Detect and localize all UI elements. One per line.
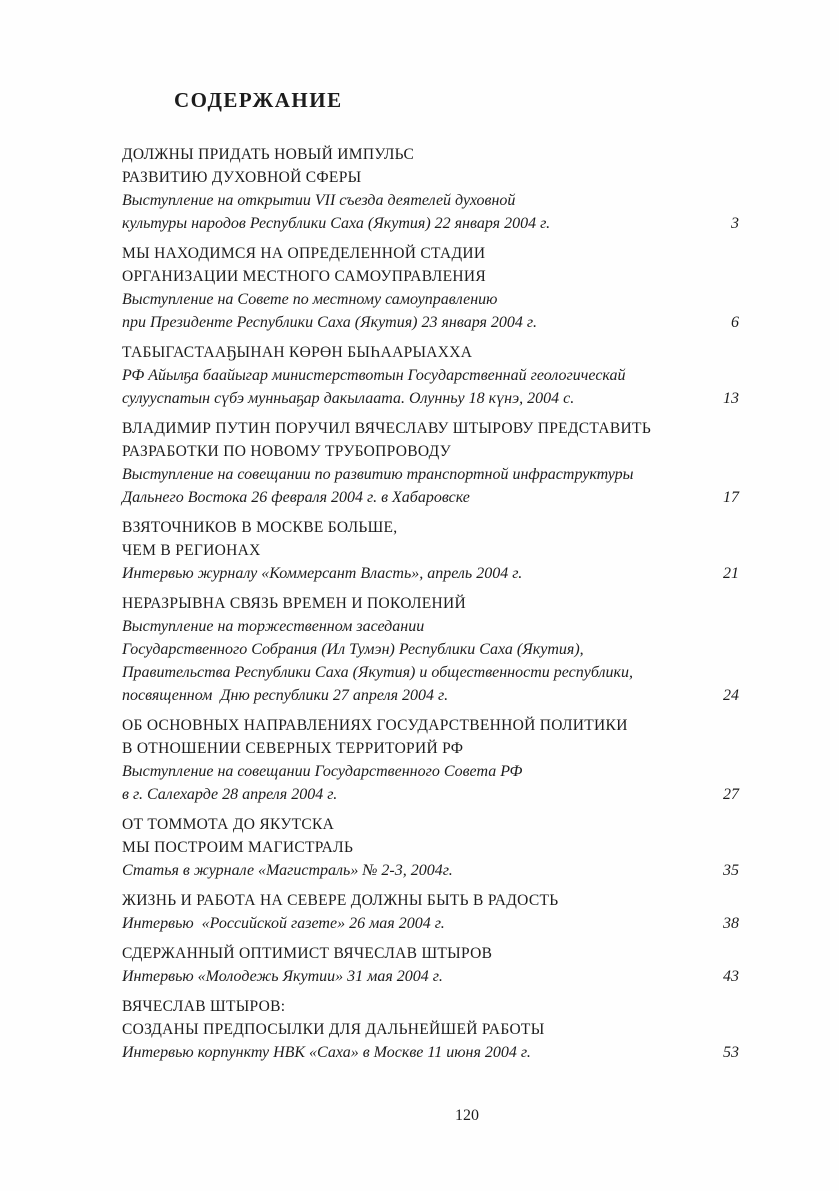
toc-entry: [122, 813, 739, 882]
entry-subtitle-line: Выступление на открытии VII съезда деятелей духовной: [122, 192, 516, 209]
entry-title-line: ЖИЗНЬ И РАБОТА НА СЕВЕРЕ ДОЛЖНЫ БЫТЬ В РАДОСТЬ: [122, 892, 559, 909]
toc-entry: [122, 592, 739, 707]
entry-last-row: [122, 486, 739, 509]
entry-last-row: [122, 1041, 739, 1064]
entry-last-row: [122, 783, 739, 806]
entry-subtitle-line: Интервью корпункту НВК «Саха» в Москве 11 июня 2004 г.: [122, 1044, 531, 1061]
entry-subtitle-line: РФ Айылҕа баайыгар министерствотын Государственнай геологическай: [122, 367, 626, 384]
entry-last-row: [122, 562, 739, 585]
toc-entry: [122, 942, 739, 988]
entry-title-line: ОРГАНИЗАЦИИ МЕСТНОГО САМОУПРАВЛЕНИЯ: [122, 268, 486, 285]
entry-subtitle-line: Интервью журналу «Коммерсант Власть», апрель 2004 г.: [122, 565, 523, 582]
entry-last-row: [122, 684, 739, 707]
entry-subtitle-line: Дальнего Востока 26 февраля 2004 г. в Хабаровске: [122, 489, 470, 506]
entry-title-line: СДЕРЖАННЫЙ ОПТИМИСТ ВЯЧЕСЛАВ ШТЫРОВ: [122, 945, 493, 962]
entry-subtitle-line: Государственного Собрания (Ил Тумэн) Республики Саха (Якутия),: [122, 641, 584, 658]
entry-last-row: [122, 859, 739, 882]
entry-title-line: РАЗВИТИЮ ДУХОВНОЙ СФЕРЫ: [122, 169, 362, 186]
toc-entry: [122, 143, 739, 235]
entry-subtitle-line: Интервью «Молодежь Якутии» 31 мая 2004 г.: [122, 968, 443, 985]
toc-entry: [122, 516, 739, 585]
toc-list: [122, 143, 739, 1064]
entry-title-line: МЫ ПОСТРОИМ МАГИСТРАЛЬ: [122, 839, 354, 856]
entry-subtitle-line: Интервью «Российской газете» 26 мая 2004 г.: [122, 915, 445, 932]
entry-page-number: 13: [723, 390, 739, 407]
entry-last-row: [122, 965, 739, 988]
entry-page-number: 3: [731, 215, 739, 232]
entry-page-number: 17: [723, 489, 739, 506]
entry-title-line: ТАБЫГАСТААҔЫНАН КӨРӨН БЫҺААРЫАХХА: [122, 344, 473, 361]
entry-title-line: МЫ НАХОДИМСЯ НА ОПРЕДЕЛЕННОЙ СТАДИИ: [122, 245, 486, 262]
entry-page-number: 35: [723, 862, 739, 879]
toc-entry: [122, 714, 739, 806]
entry-page-number: 53: [723, 1044, 739, 1061]
entry-page-number: 6: [731, 314, 739, 331]
page-title: СОДЕРЖАНИЕ: [174, 88, 343, 112]
entry-title-line: ЧЕМ В РЕГИОНАХ: [122, 542, 261, 559]
entry-subtitle-line: Выступление на совещании Государственного Совета РФ: [122, 763, 523, 780]
entry-title-line: СОЗДАНЫ ПРЕДПОСЫЛКИ ДЛЯ ДАЛЬНЕЙШЕЙ РАБОТЫ: [122, 1021, 545, 1038]
toc-entry: [122, 242, 739, 334]
toc-entry: [122, 417, 739, 509]
entry-last-row: [122, 912, 739, 935]
toc-entry: [122, 341, 739, 410]
entry-subtitle-line: при Президенте Республики Саха (Якутия) 23 января 2004 г.: [122, 314, 537, 331]
entry-page-number: 21: [723, 565, 739, 582]
entry-last-row: [122, 212, 739, 235]
entry-last-row: [122, 311, 739, 334]
entry-title-line: В ОТНОШЕНИИ СЕВЕРНЫХ ТЕРРИТОРИЙ РФ: [122, 740, 464, 757]
entry-title-line: РАЗРАБОТКИ ПО НОВОМУ ТРУБОПРОВОДУ: [122, 443, 451, 460]
entry-subtitle-line: в г. Салехарде 28 апреля 2004 г.: [122, 786, 338, 803]
entry-title-line: ОБ ОСНОВНЫХ НАПРАВЛЕНИЯХ ГОСУДАРСТВЕННОЙ ПОЛИТИКИ: [122, 717, 628, 734]
entry-page-number: 38: [723, 915, 739, 932]
entry-subtitle-line: Выступление на совещании по развитию транспортной инфраструктуры: [122, 466, 634, 483]
entry-title-line: ВЗЯТОЧНИКОВ В МОСКВЕ БОЛЬШЕ,: [122, 519, 398, 536]
entry-page-number: 24: [723, 687, 739, 704]
entry-page-number: 27: [723, 786, 739, 803]
entry-subtitle-line: Выступление на торжественном заседании: [122, 618, 425, 635]
page-number-footer: 120: [455, 1107, 479, 1124]
toc-entry: [122, 889, 739, 935]
toc-entry: [122, 995, 739, 1064]
entry-subtitle-line: Правительства Республики Саха (Якутия) и общественности республики,: [122, 664, 633, 681]
entry-subtitle-line: посвященном Дню республики 27 апреля 2004 г.: [122, 687, 449, 704]
entry-title-line: ДОЛЖНЫ ПРИДАТЬ НОВЫЙ ИМПУЛЬС: [122, 146, 415, 163]
entry-subtitle-line: Статья в журнале «Магистраль» № 2-3, 2004г.: [122, 862, 453, 879]
entry-last-row: [122, 387, 739, 410]
entry-title-line: ВЛАДИМИР ПУТИН ПОРУЧИЛ ВЯЧЕСЛАВУ ШТЫРОВУ ПРЕДСТАВИТЬ: [122, 420, 652, 437]
entry-title-line: ВЯЧЕСЛАВ ШТЫРОВ:: [122, 998, 286, 1015]
entry-title-line: ОТ ТОММОТА ДО ЯКУТСКА: [122, 816, 335, 833]
entry-subtitle-line: культуры народов Республики Саха (Якутия) 22 января 2004 г.: [122, 215, 551, 232]
entry-page-number: 43: [723, 968, 739, 985]
entry-title-line: НЕРАЗРЫВНА СВЯЗЬ ВРЕМЕН И ПОКОЛЕНИЙ: [122, 595, 467, 612]
entry-subtitle-line: сулууспатын сүбэ мунньаҕар дакылаата. Олунньу 18 күнэ, 2004 с.: [122, 390, 575, 407]
entry-subtitle-line: Выступление на Совете по местному самоуправлению: [122, 291, 498, 308]
